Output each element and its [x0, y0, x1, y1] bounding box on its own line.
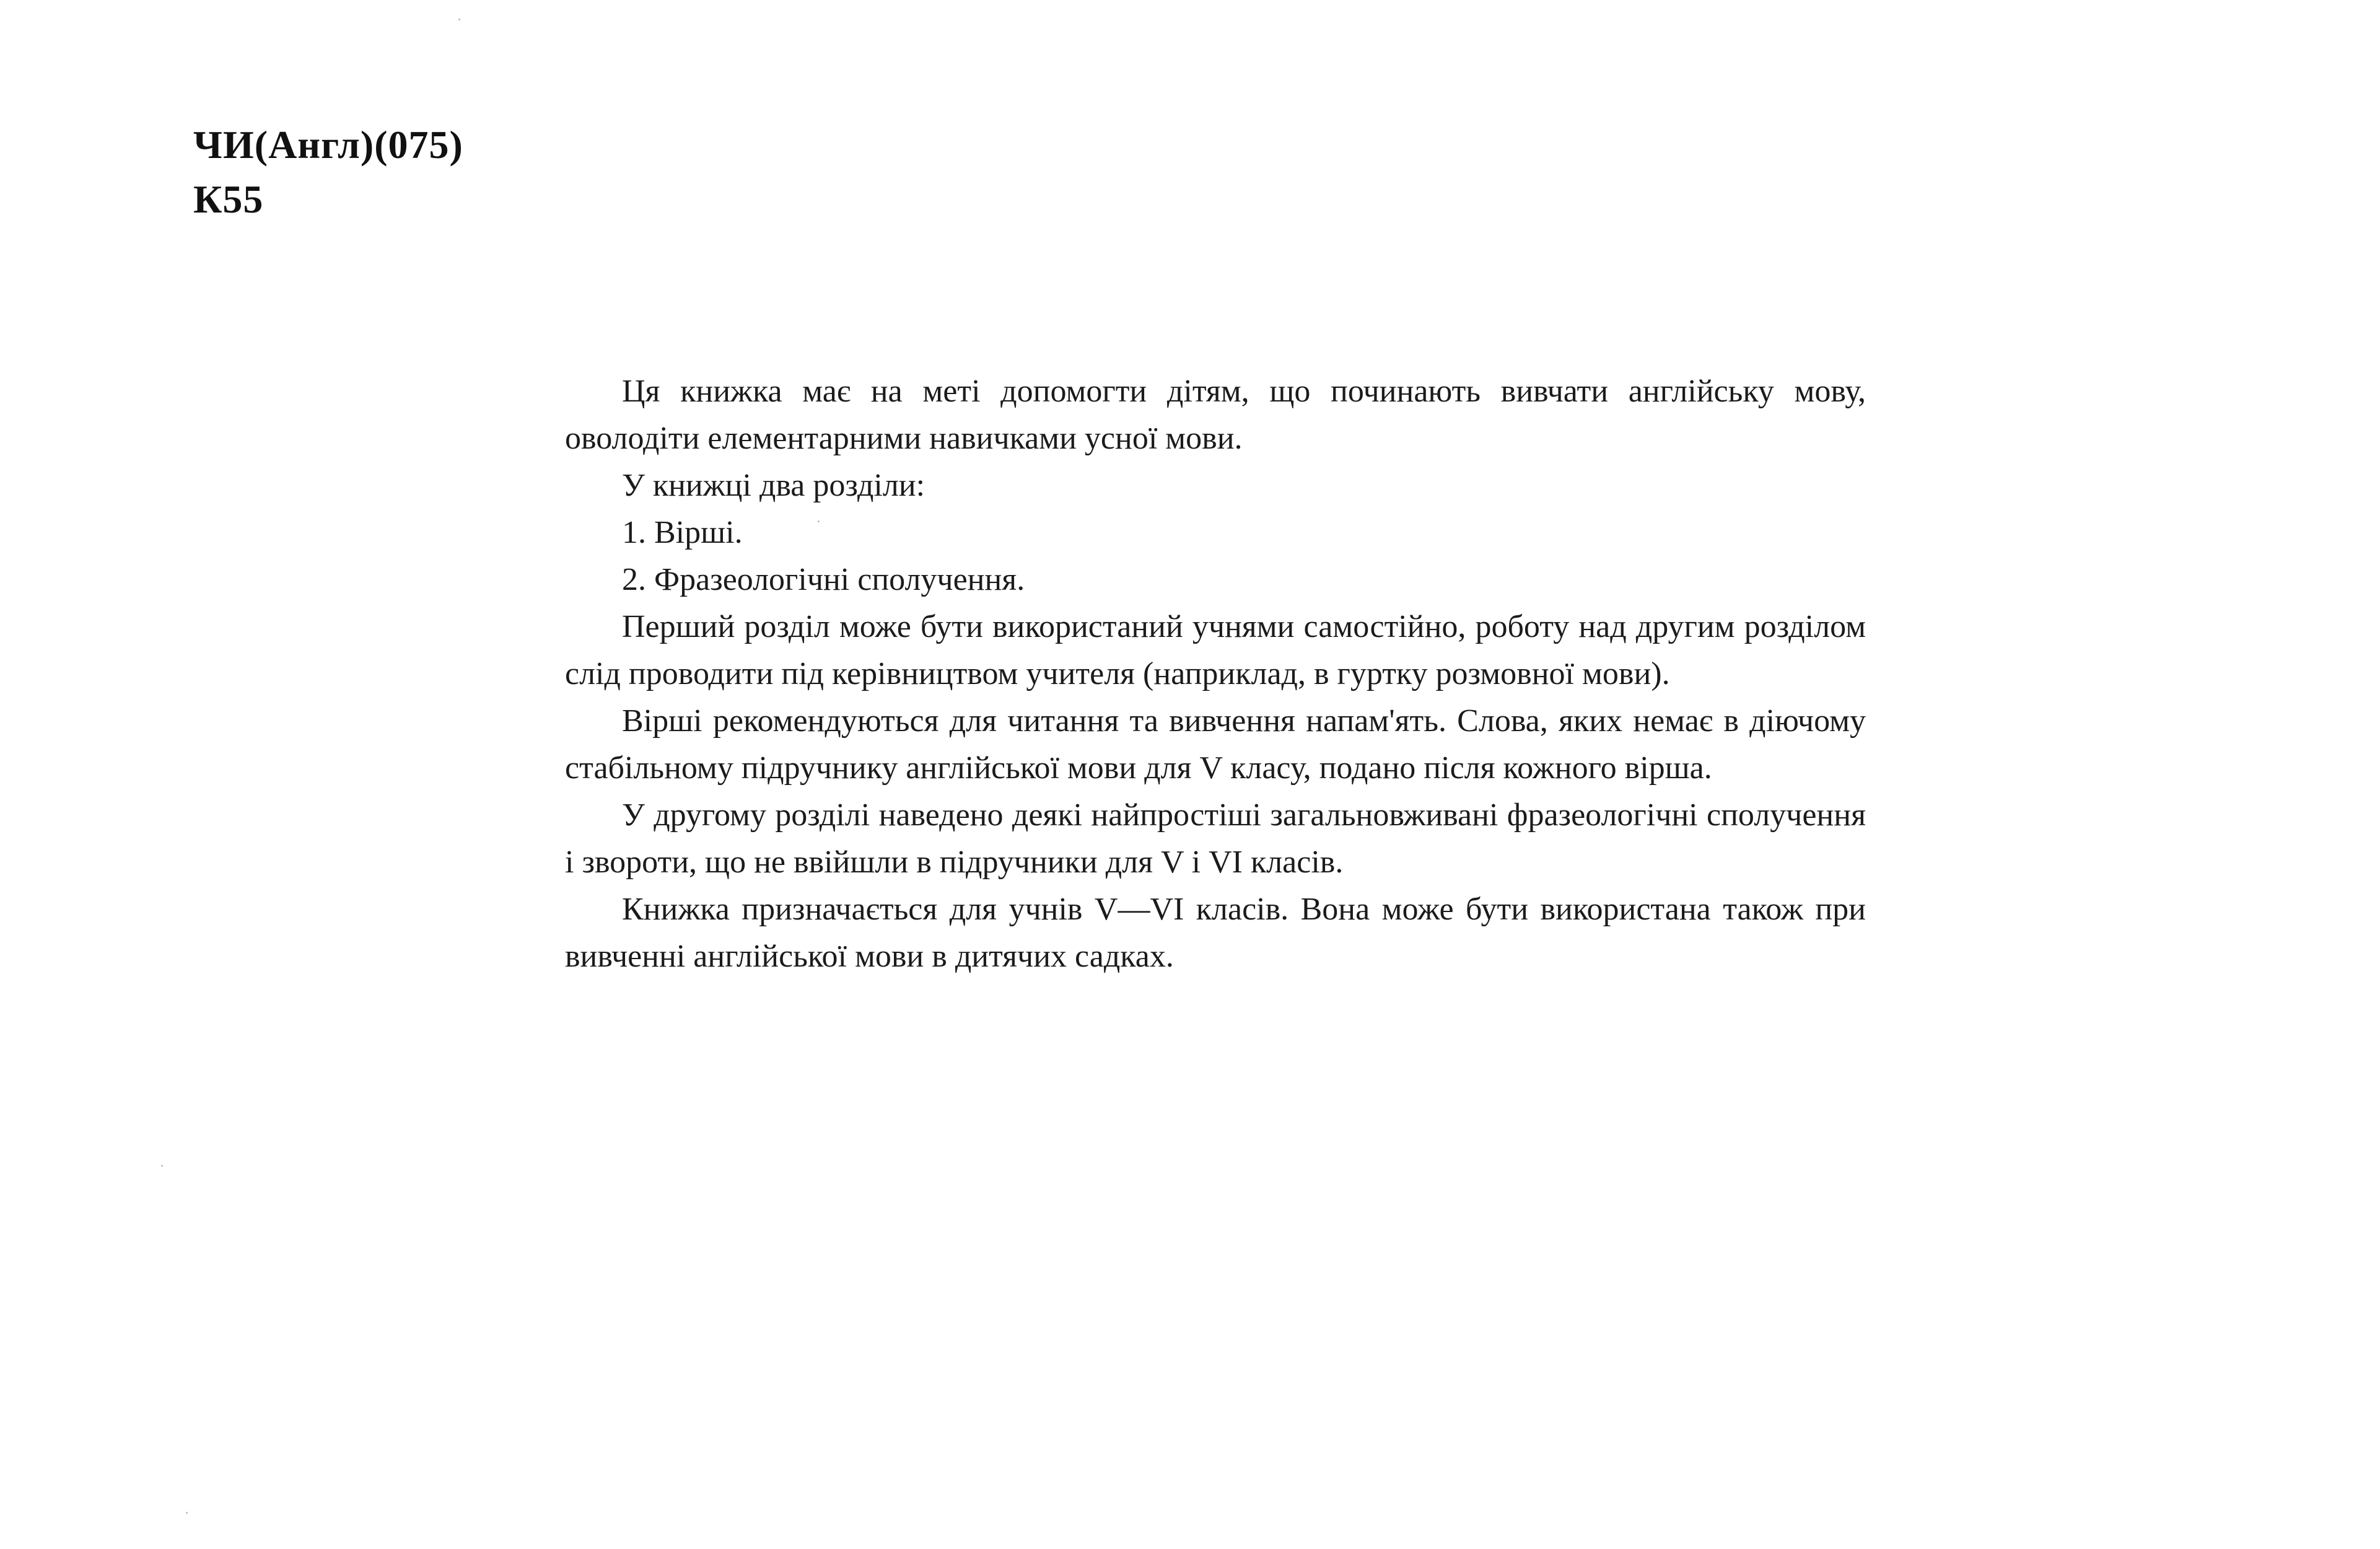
annotation-paragraph-audience: Книжка призначається для учнів V—VI класів. Вона може бути використана також при вивченні англійської мови в дитячих садках.: [565, 892, 1866, 974]
scan-speck: [161, 1165, 163, 1167]
annotation-paragraph-first-section: Перший розділ може бути використаний учнями самостійно, роботу над другим розділом слід проводити під керівництвом учителя (наприклад, в гуртку розмовної мови).: [565, 609, 1866, 691]
annotation-paragraph-poems-usage: Вірші рекомендуються для читання та вивчення напам'ять. Слова, яких немає в діючому стабільному підручнику англійської мови для V класу, подано після кожного вірша.: [565, 703, 1866, 786]
scan-speck: [458, 19, 460, 20]
book-annotation: [565, 368, 1866, 980]
annotation-list-item-phrases: 2. Фразеологічні сполучення.: [622, 562, 1025, 597]
classification-index: ЧИ(Англ)(075): [193, 123, 463, 167]
annotation-paragraph-sections: У книжці два розділи:: [622, 468, 925, 503]
annotation-paragraph-second-section: У другому розділі наведено деякі найпростіші загальновживані фразеологічні сполучення і звороти, що не ввійшли в підручники для V і VI класів.: [565, 797, 1866, 880]
scan-speck: [818, 520, 820, 522]
annotation-list-item-poems: 1. Вірші.: [622, 515, 743, 550]
author-mark: К55: [193, 177, 264, 221]
library-catalog-code: [193, 118, 463, 227]
scan-speck: [186, 1512, 188, 1514]
annotation-paragraph-purpose: Ця книжка має на меті допомогти дітям, що починають вивчати англійську мову, оволодіти елементарними навичками усної мови.: [565, 374, 1866, 456]
